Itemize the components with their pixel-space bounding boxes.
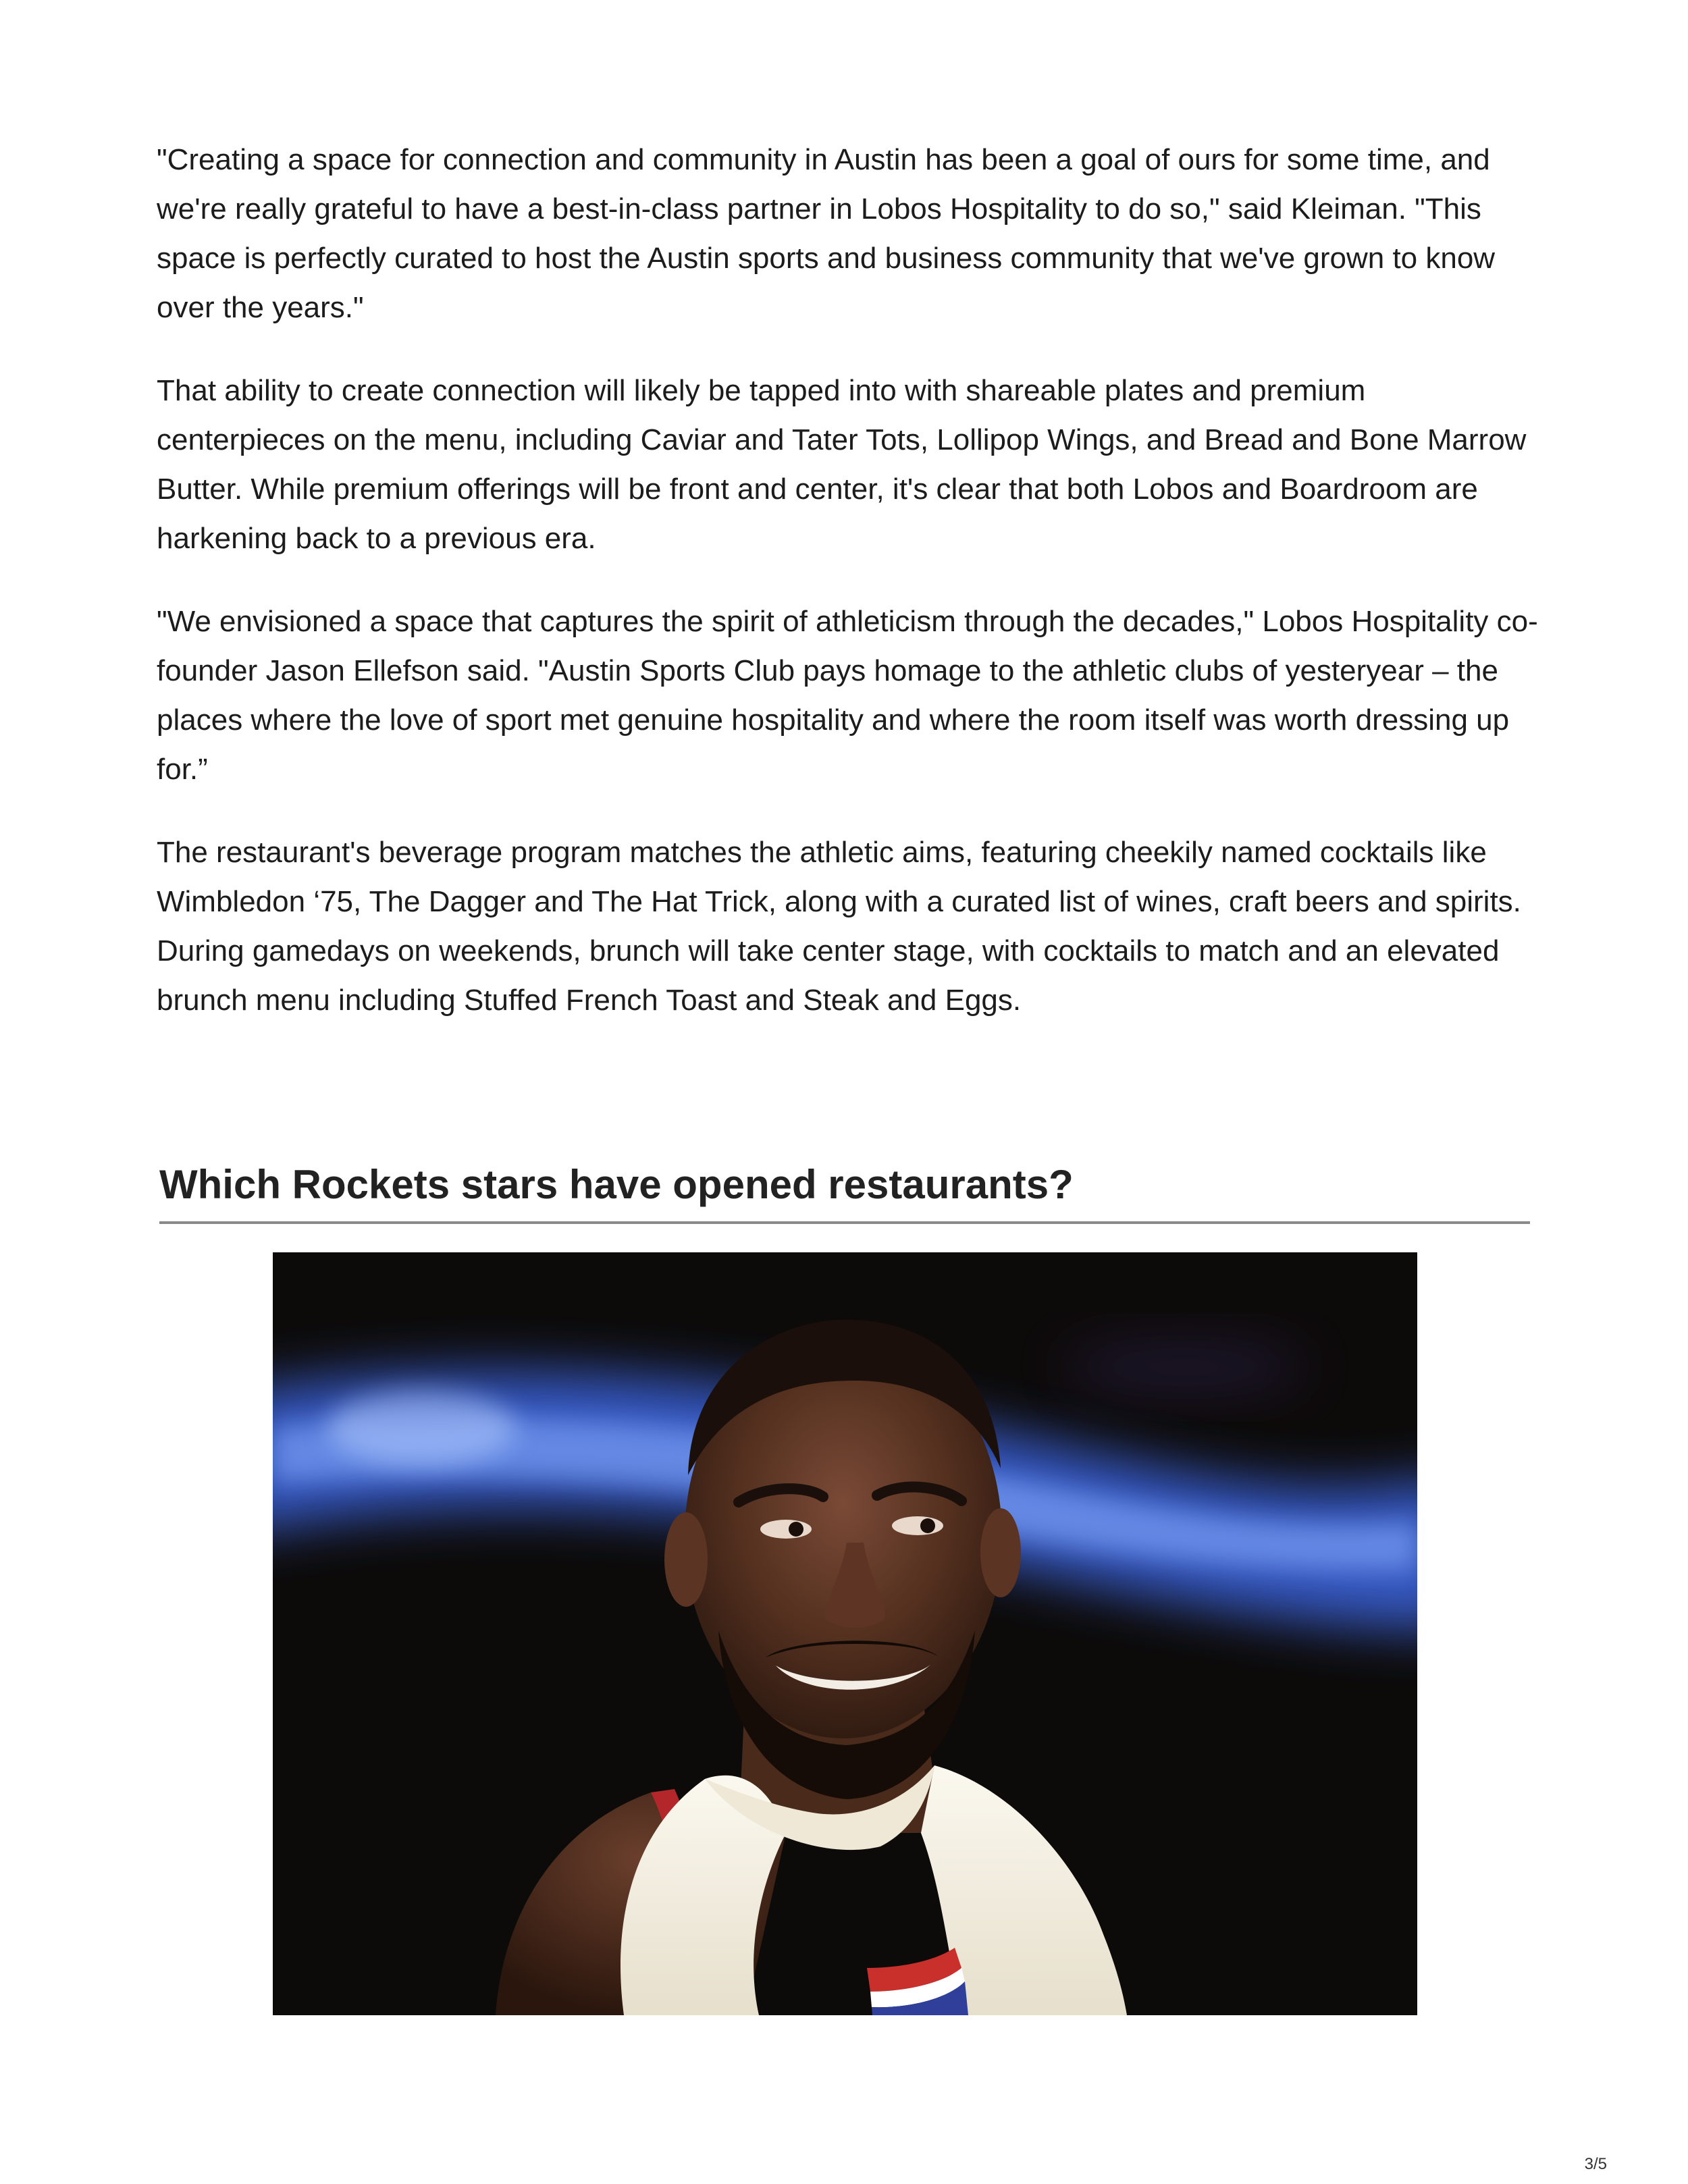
section-divider: [159, 1221, 1530, 1224]
page-number: 3/5: [1584, 2155, 1607, 2173]
paragraph-quote-kleiman: "Creating a space for connection and community in Austin has been a goal of ours for some time, and we're really grateful to have a best-in-class partner in Lobos Hospitality to do so," said Kleiman. "This space is perfectly curated to host the Austin sports and business community that we've grown to know over the years.": [157, 143, 1496, 324]
article-body: [157, 135, 1541, 1059]
article-photo: [273, 1252, 1417, 2015]
paragraph-beverage-program: The restaurant's beverage program matches the athletic aims, featuring cheekily named cocktails like Wimbledon ‘75, The Dagger and The Hat Trick, along with a curated list of wines, craft beers and spirits. During gamedays on weekends, brunch will take center stage, with cocktails to match and an elevated brunch menu including Stuffed French Toast and Steak and Eggs.: [157, 836, 1521, 1017]
section-heading: Which Rockets stars have opened restaurants?: [159, 1162, 1074, 1207]
paragraph-quote-ellefson: "We envisioned a space that captures the spirit of athleticism through the decades," Lobos Hospitality co-founder Jason Ellefson said. "Austin Sports Club pays homage to the athletic clubs of yesteryear – the places where the love of sport met genuine hospitality and where the room itself was worth dressing up for.”: [157, 605, 1538, 786]
player-portrait-image: [273, 1252, 1417, 2015]
paragraph-menu: That ability to create connection will likely be tapped into with shareable plates and premium centerpieces on the menu, including Caviar and Tater Tots, Lollipop Wings, and Bread and Bone Marrow Butter. While premium offerings will be front and center, it's clear that both Lobos and Boardroom are harkening back to a previous era.: [157, 374, 1527, 555]
